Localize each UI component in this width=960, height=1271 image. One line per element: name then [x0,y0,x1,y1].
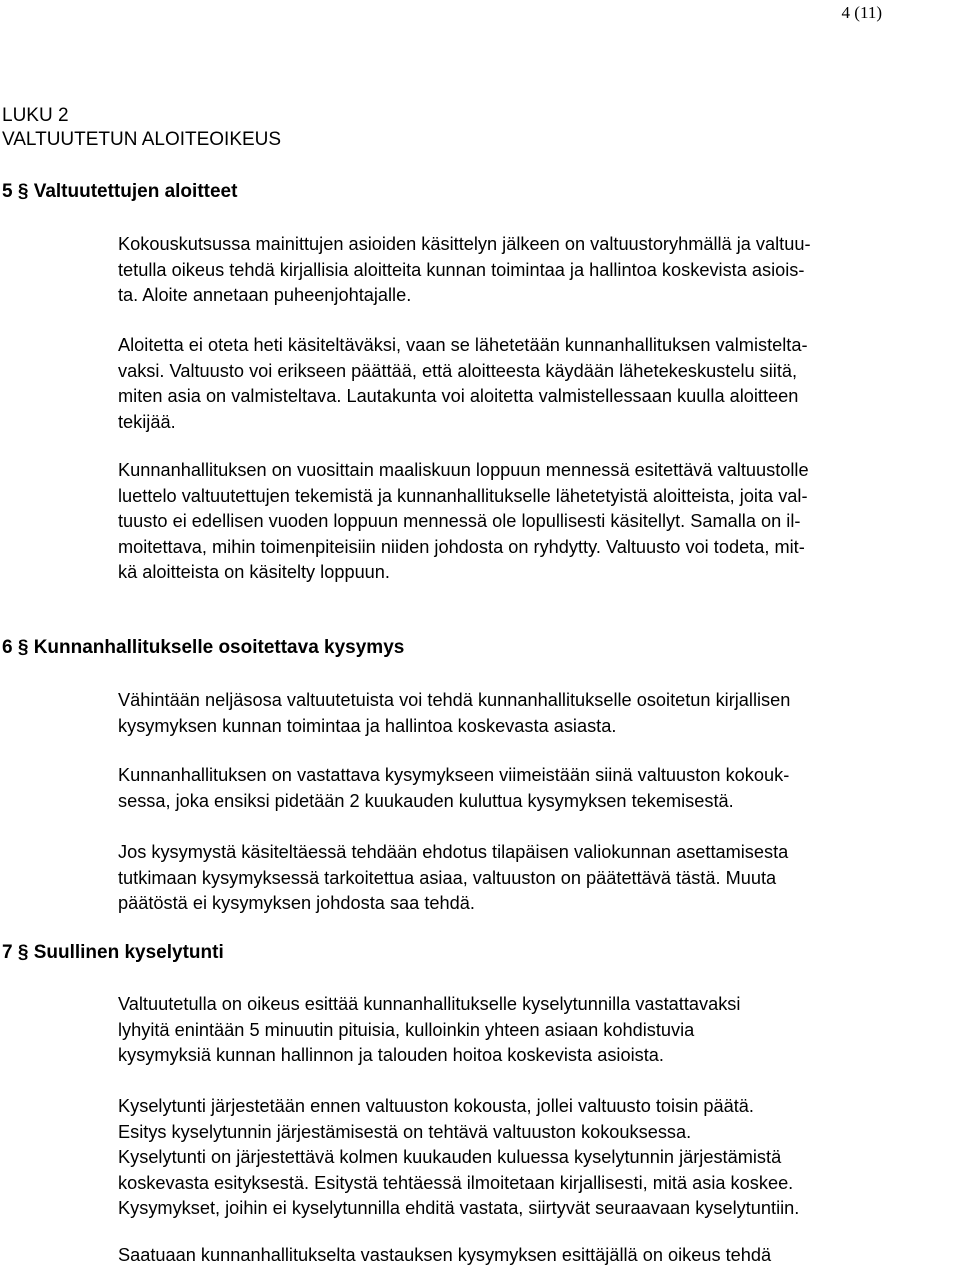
text-line: päätöstä ei kysymyksen johdosta saa tehdä. [118,893,475,914]
section-6-paragraph-2 [118,763,954,814]
text-line: Valtuutetulla on oikeus esittää kunnanhallitukselle kyselytunnilla vastattavaksi [118,994,741,1014]
text-line: Kokouskutsussa mainittujen asioiden käsittelyn jälkeen on valtuustoryhmällä ja valtuu- [118,234,811,254]
text-line: koskevasta esityksestä. Esitystä tehtäessä ilmoitetaan kirjallisesti, mitä asia koskee. [118,1172,794,1193]
text-line: Kyselytunti järjestetään ennen valtuuston kokousta, jollei valtuusto toisin päätä. [118,1096,754,1116]
text-line: tutkimaan kysymyksessä tarkoitettua asiaa, valtuuston on päätettävä tästä. Muuta [118,867,777,888]
section-6-paragraph-3 [118,840,954,917]
page-number: 4 (11) [841,3,882,22]
text-line: Aloitetta ei oteta heti käsiteltäväksi, vaan se lähetetään kunnanhallituksen valmistelta- [118,335,808,355]
text-line: kysymyksen kunnan toimintaa ja hallintoa koskevasta asiasta. [118,715,617,736]
text-line: ta. Aloite annetaan puheenjohtajalle. [118,285,412,306]
section-7-paragraph-1 [118,992,954,1069]
text-line: Saatuaan kunnanhallitukselta vastauksen kysymyksen esittäjällä on oikeus tehdä [118,1245,772,1265]
text-line: sessa, joka ensiksi pidetään 2 kuukauden kuluttua kysymyksen tekemisestä. [118,790,734,811]
section-heading-7: 7 § Suullinen kyselytunti [2,942,224,963]
section-5-paragraph-2 [118,333,954,435]
text-line: tuusto ei edellisen vuoden loppuun mennessä ole lopullisesti käsitellyt. Samalla on il- [118,511,801,532]
text-line: luettelo valtuutettujen tekemistä ja kunnanhallitukselle lähetetyistä aloitteista, joita val- [118,485,808,506]
text-line: Vähintään neljäsosa valtuutetuista voi tehdä kunnanhallitukselle osoitetun kirjallisen [118,690,791,710]
text-line: kysymyksiä kunnan hallinnon ja talouden hoitoa koskevista asioista. [118,1045,664,1066]
text-line: miten asia on valmisteltava. Lautakunta voi aloitetta valmistellessaan kuulla aloitteen [118,386,799,407]
section-heading-6: 6 § Kunnanhallitukselle osoitettava kysymys [2,637,405,658]
text-line: Jos kysymystä käsiteltäessä tehdään ehdotus tilapäisen valiokunnan asettamisesta [118,842,789,862]
text-line: moitettava, mihin toimenpiteisiin niiden johdosta on ryhdytty. Valtuusto voi todeta, mit- [118,536,805,557]
section-7-paragraph-3 [118,1243,954,1269]
text-line: vaksi. Valtuusto voi erikseen päättää, että aloitteesta käydään lähetekeskustelu siitä, [118,360,798,381]
text-line: kä aloitteista on käsitelty loppuun. [118,562,390,583]
text-line: tetulla oikeus tehdä kirjallisia aloitteita kunnan toimintaa ja hallintoa koskevista asiois- [118,259,805,280]
section-5-paragraph-1 [118,232,954,309]
section-7-paragraph-2 [118,1094,954,1222]
chapter-heading [2,104,281,152]
text-line: lyhyitä enintään 5 minuutin pituisia, kulloinkin yhteen asiaan kohdistuvia [118,1019,695,1040]
chapter-number: LUKU 2 [2,105,69,126]
section-heading-5: 5 § Valtuutettujen aloitteet [2,181,238,202]
text-line: Kysymykset, joihin ei kyselytunnilla ehditä vastata, siirtyvät seuraavaan kyselytuntiin. [118,1198,800,1219]
section-5-paragraph-3 [118,458,954,586]
text-line: Kunnanhallituksen on vastattava kysymykseen viimeistään siinä valtuuston kokouk- [118,765,790,785]
text-line: Kyselytunti on järjestettävä kolmen kuukauden kuluessa kyselytunnin järjestämistä [118,1147,782,1168]
section-6-paragraph-1 [118,688,954,739]
text-line: Esitys kyselytunnin järjestämisestä on tehtävä valtuuston kokouksessa. [118,1121,692,1142]
text-line: tekijää. [118,411,176,432]
chapter-title: VALTUUTETUN ALOITEOIKEUS [2,129,282,150]
text-line: Kunnanhallituksen on vuosittain maaliskuun loppuun mennessä esitettävä valtuustolle [118,460,809,480]
